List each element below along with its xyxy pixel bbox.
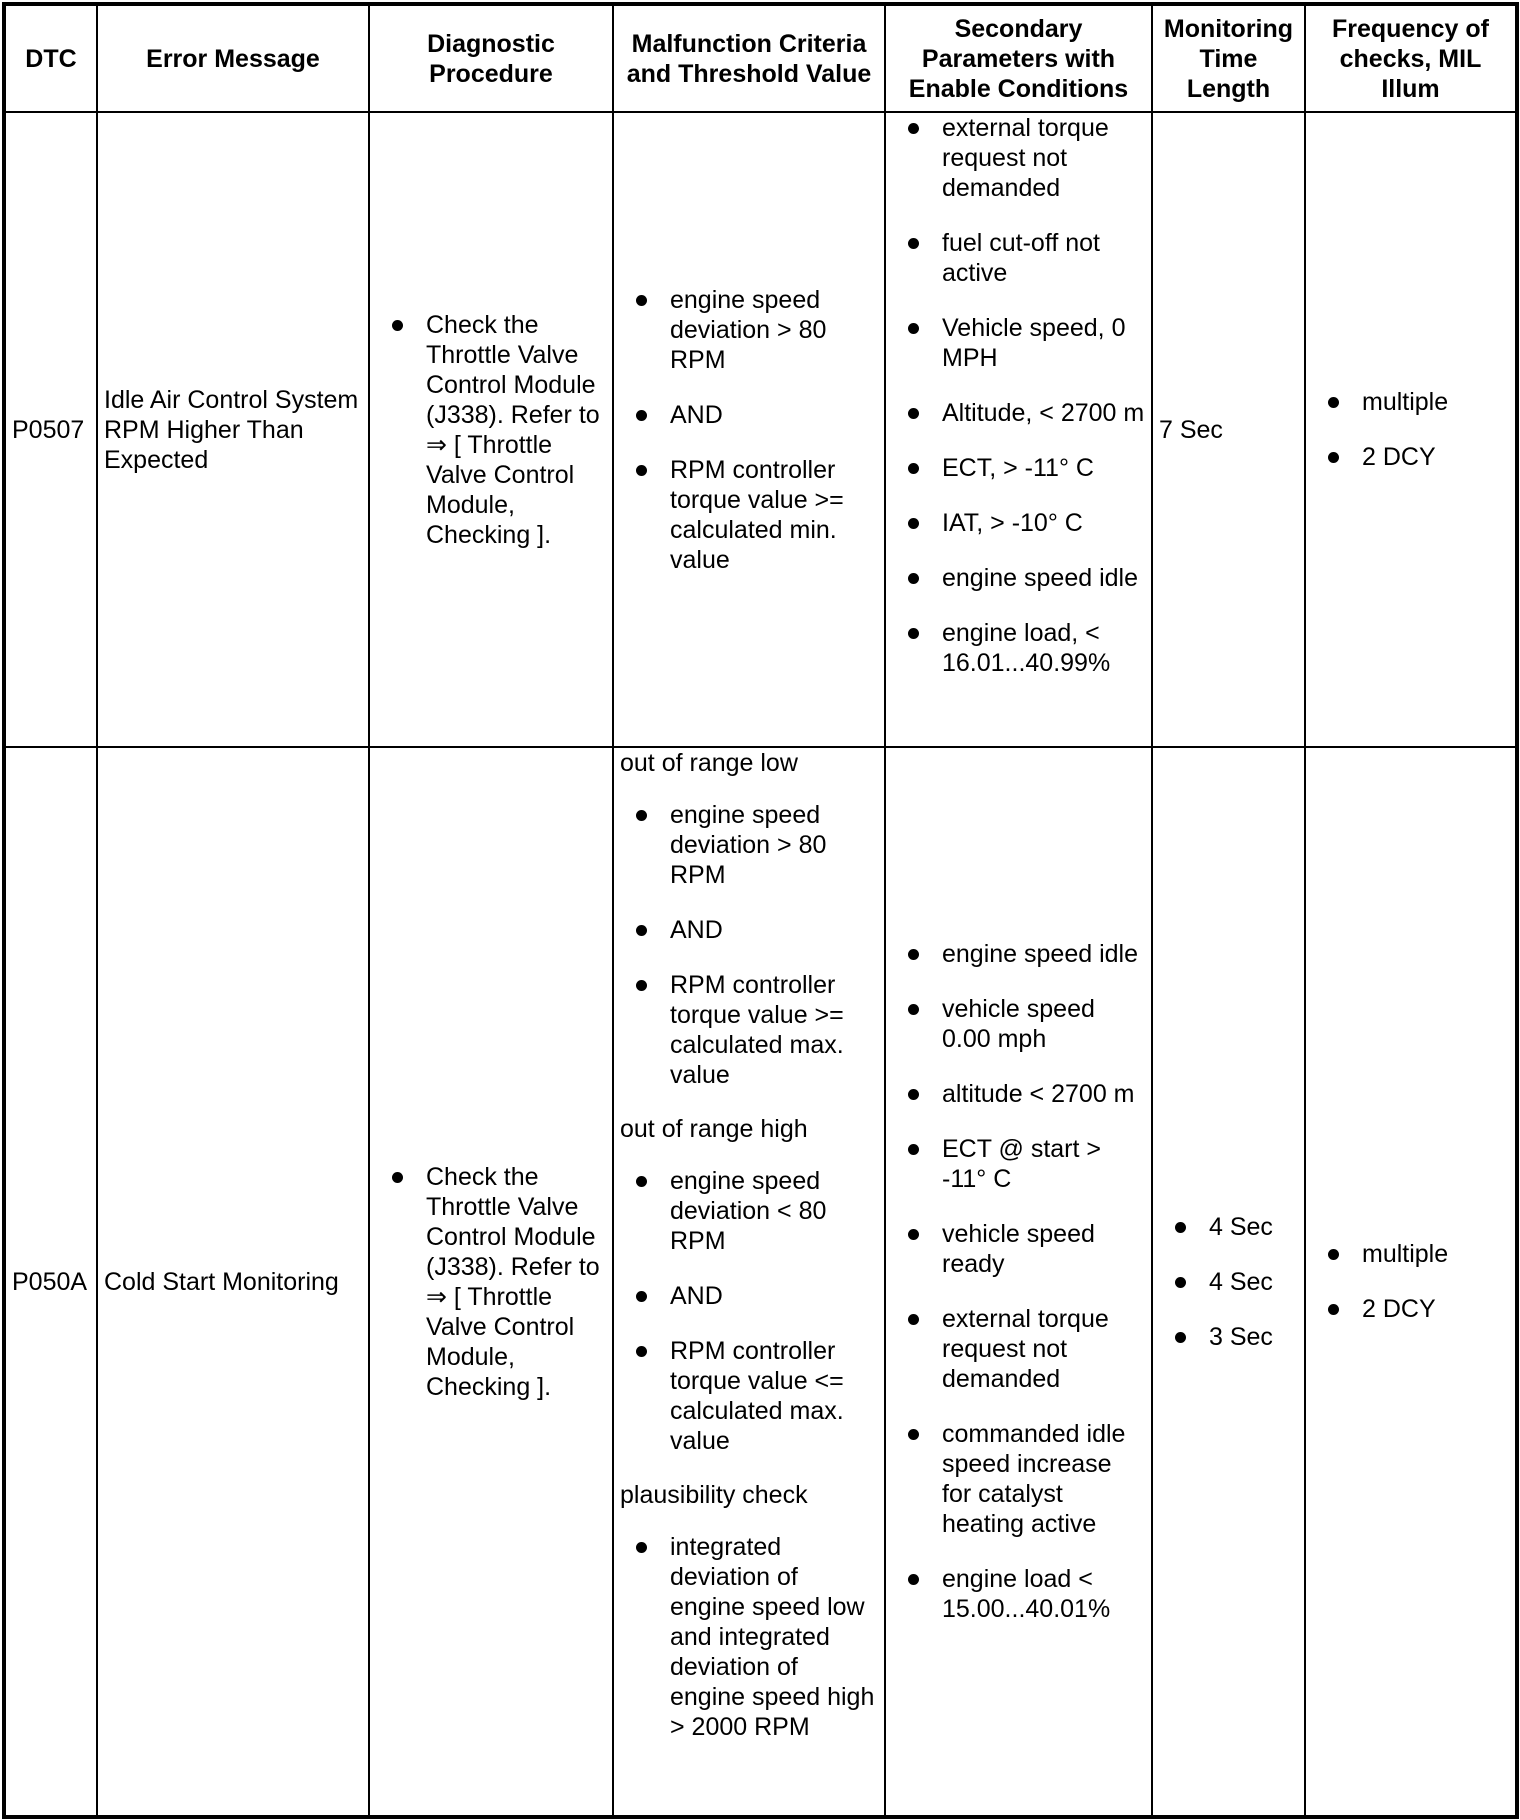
frequency-cell [1305,112,1517,747]
malfunction-criteria-cell [613,112,885,747]
monitoring-time-list [1159,1212,1298,1352]
malfunction-criteria-item: RPM controller torque value >= calculated min. value [620,455,878,575]
malfunction-criteria-item: RPM controller torque value >= calculated max. value [620,970,878,1090]
monitoring-time-item: 4 Sec [1159,1267,1298,1297]
secondary-parameters-cell [885,112,1152,747]
secondary-parameter-item: Altitude, < 2700 m [892,398,1145,428]
secondary-parameters-list [892,113,1145,678]
frequency-list [1312,387,1509,472]
secondary-parameter-item: altitude < 2700 m [892,1079,1145,1109]
header-monitoring-time: Monitoring Time Length [1152,4,1305,112]
secondary-parameter-item: fuel cut-off not active [892,228,1145,288]
monitoring-time-cell [1152,747,1305,1817]
secondary-parameters-cell [885,747,1152,1817]
malfunction-criteria-item: engine speed deviation > 80 RPM [620,800,878,890]
malfunction-group-list [620,1166,878,1456]
secondary-parameter-item: ECT @ start > -11° C [892,1134,1145,1194]
malfunction-group-list [620,1532,878,1742]
secondary-parameter-item: external torque request not demanded [892,1304,1145,1394]
header-dtc: DTC [4,4,97,112]
malfunction-criteria-item: AND [620,1281,878,1311]
frequency-list [1312,1239,1509,1324]
secondary-parameter-item: engine load < 15.00...40.01% [892,1564,1145,1624]
frequency-item: 2 DCY [1312,1294,1509,1324]
header-frequency: Frequency of checks, MIL Illum [1305,4,1517,112]
header-diagnostic-procedure: Diagnostic Procedure [369,4,613,112]
diagnostic-procedure-cell [369,112,613,747]
secondary-parameter-item: ECT, > -11° C [892,453,1145,483]
header-malfunction-criteria: Malfunction Criteria and Threshold Value [613,4,885,112]
header-row [4,4,1517,112]
malfunction-criteria-item: engine speed deviation < 80 RPM [620,1166,878,1256]
malfunction-group-list [620,800,878,1090]
secondary-parameter-item: engine speed idle [892,563,1145,593]
secondary-parameter-item: Vehicle speed, 0 MPH [892,313,1145,373]
malfunction-criteria-item: RPM controller torque value <= calculated max. value [620,1336,878,1456]
secondary-parameter-item: vehicle speed 0.00 mph [892,994,1145,1054]
secondary-parameter-item: vehicle speed ready [892,1219,1145,1279]
frequency-item: 2 DCY [1312,442,1509,472]
secondary-parameters-list [892,939,1145,1624]
header-error-message: Error Message [97,4,369,112]
dtc-table [2,2,1519,1819]
secondary-parameter-item: engine load, < 16.01...40.99% [892,618,1145,678]
malfunction-criteria-item: AND [620,915,878,945]
dtc-code-cell: P0507 [4,112,97,747]
malfunction-criteria-item: integrated deviation of engine speed low and integrated deviation of engine speed high > 2000 RPM [620,1532,878,1742]
malfunction-group-label: plausibility check [620,1481,808,1509]
error-message-cell: Cold Start Monitoring [97,747,369,1817]
error-message-cell: Idle Air Control System RPM Higher Than Expected [97,112,369,747]
diagnostic-procedure-item: Check the Throttle Valve Control Module (J338). Refer to ⇒ [ Throttle Valve Control Module, Checking ]. [376,310,606,550]
secondary-parameter-item: external torque request not demanded [892,113,1145,203]
malfunction-criteria-item: engine speed deviation > 80 RPM [620,285,878,375]
table-row-p050a [4,747,1517,1817]
monitoring-time-item: 4 Sec [1159,1212,1298,1242]
diagnostic-procedure-list [376,310,606,550]
frequency-cell [1305,747,1517,1817]
table-row-p0507 [4,112,1517,747]
secondary-parameter-item: commanded idle speed increase for catalyst heating active [892,1419,1145,1539]
monitoring-time-item: 3 Sec [1159,1322,1298,1352]
frequency-item: multiple [1312,1239,1509,1269]
diagnostic-procedure-cell [369,747,613,1817]
header-secondary-parameters: Secondary Parameters with Enable Conditions [885,4,1152,112]
dtc-code-cell: P050A [4,747,97,1817]
monitoring-time-cell: 7 Sec [1152,112,1305,747]
diagnostic-procedure-list [376,1162,606,1402]
malfunction-criteria-item: AND [620,400,878,430]
secondary-parameter-item: engine speed idle [892,939,1145,969]
diagnostic-procedure-item: Check the Throttle Valve Control Module (J338). Refer to ⇒ [ Throttle Valve Control Module, Checking ]. [376,1162,606,1402]
malfunction-criteria-cell [613,747,885,1817]
malfunction-group-label: out of range high [620,1115,808,1143]
frequency-item: multiple [1312,387,1509,417]
malfunction-group-label: out of range low [620,749,798,777]
malfunction-criteria-list [620,285,878,575]
secondary-parameter-item: IAT, > -10° C [892,508,1145,538]
